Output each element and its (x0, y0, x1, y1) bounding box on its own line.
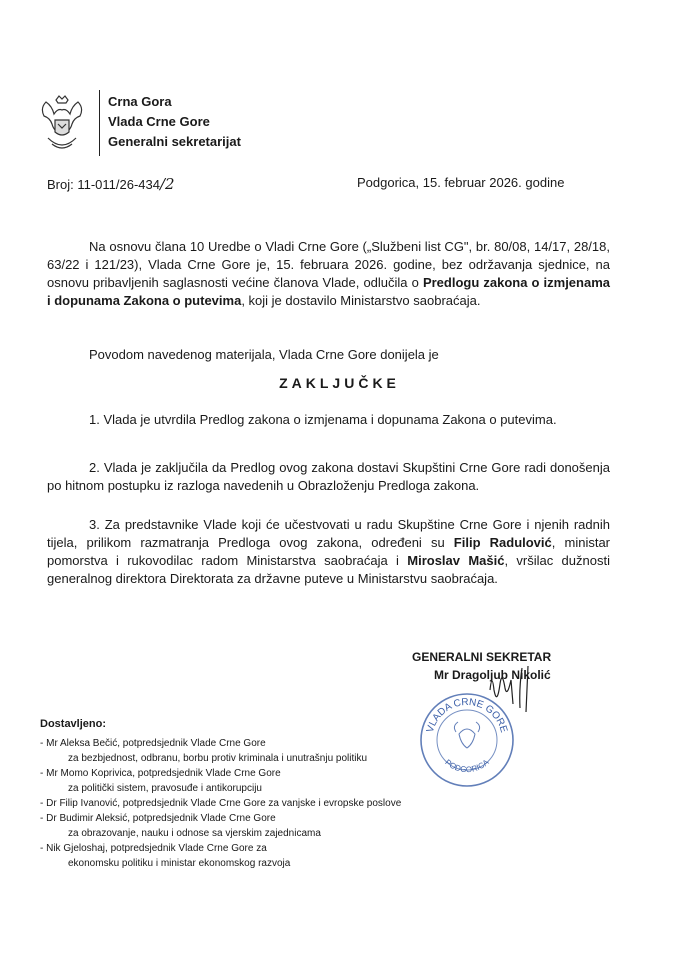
intro-law-title: Predlogu zakona o izmjenama i dopunama Zakona o putevima (47, 275, 610, 308)
recipient-portfolio: za politički sistem, pravosuđe i antikorupciju (68, 783, 262, 794)
recipient-line: - Mr Aleksa Bečić, potpredsjednik Vlade Crne Gore (40, 738, 266, 749)
list-item (40, 766, 401, 796)
list-item (40, 841, 401, 871)
org-government: Vlada Crne Gore (108, 114, 210, 129)
item3-text-a: 3. Za predstavnike Vlade koji će učestvovati u radu Skupštine Crne Gore i njenih radnih tijela, prilikom razmatranja Predloga ovog zakona, određeni su (47, 517, 610, 550)
conclusion-item-2: 2. Vlada je zaključila da Predlog ovog zakona dostavi Skupštini Crne Gore radi donošenja po hitnom postupku iz razloga navedenih u Obrazloženju Predloga zakona. (47, 460, 610, 493)
signatory-name: Mr Dragoljub Nikolić (434, 668, 551, 682)
item3-name-2: Miroslav Mašić (407, 553, 505, 568)
organization-block (108, 92, 241, 152)
dostavljeno-title: Dostavljeno: (40, 718, 107, 730)
org-country: Crna Gora (108, 94, 172, 109)
coat-of-arms-icon (38, 94, 86, 154)
recipient-portfolio: za obrazovanje, nauku i odnose sa vjerskim zajednicama (68, 828, 321, 839)
recipient-line: - Dr Filip Ivanović, potpredsjednik Vlade Crne Gore za vanjske i evropske poslove (40, 798, 402, 809)
recipient-line: - Mr Momo Koprivica, potpredsjednik Vlade Crne Gore (40, 768, 281, 779)
reference-number-text: Broj: 11-011/26-434 (47, 177, 160, 192)
item3-text-b: , ministar pomorstva i rukovodilac radom Ministarstva saobraćaja i (47, 535, 611, 568)
place-date: Podgorica, 15. februar 2026. godine (357, 175, 565, 190)
list-item (40, 811, 401, 841)
recipient-line: - Nik Gjeloshaj, potpredsjednik Vlade Crne Gore za (40, 843, 267, 854)
org-secretariat: Generalni sekretarijat (108, 134, 241, 149)
item3-text-c: , vršilac dužnosti generalnog direktora Direktorata za državne puteve u Ministarstvu saobraćaja. (47, 553, 610, 586)
intro-text-2: , koji je dostavilo Ministarstvo saobraćaja. (241, 293, 481, 308)
list-item (40, 796, 401, 811)
reference-number (47, 175, 175, 193)
signatory-title: GENERALNI SEKRETAR (412, 650, 552, 664)
conclusion-item-3 (47, 516, 610, 588)
handwritten-signature (452, 660, 562, 720)
reference-number-handwritten: /2 (159, 175, 175, 193)
distribution-list (40, 736, 401, 871)
stamp-crest-icon (454, 722, 479, 748)
stamp-bottom-text: PODGORICA (443, 757, 491, 775)
header-divider (99, 90, 100, 156)
item3-name-1: Filip Radulović (453, 535, 552, 550)
recipient-line: - Dr Budimir Aleksić, potpredsjednik Vlade Crne Gore (40, 813, 276, 824)
recipient-portfolio: ekonomsku politiku i ministar ekonomskog razvoja (68, 858, 291, 869)
stamp-top-text: VLADA CRNE GORE (424, 696, 510, 734)
list-item (40, 736, 401, 766)
recipient-portfolio: za bezbjednost, odbranu, borbu protiv kriminala i unutrašnju politiku (68, 753, 368, 764)
intro-paragraph (47, 238, 610, 310)
intro-text-1: Na osnovu člana 10 Uredbe o Vladi Crne Gore („Službeni list CG", br. 80/08, 14/17, 28/18, 63/22 i 121/23), Vlada Crne Gore je, 15. februara 2026. godine, bez održavanja sjednice, na osnovu pribavljenih saglasnosti većine članova Vlade, odlučila o (47, 239, 610, 290)
conclusion-item-1: 1. Vlada je utvrdila Predlog zakona o izmjenama i dopunama Zakona o putevima. (89, 412, 557, 427)
conclusions-heading: ZAKLJUČKE (279, 375, 400, 391)
povodom-paragraph: Povodom navedenog materijala, Vlada Crne Gore donijela je (89, 347, 439, 362)
